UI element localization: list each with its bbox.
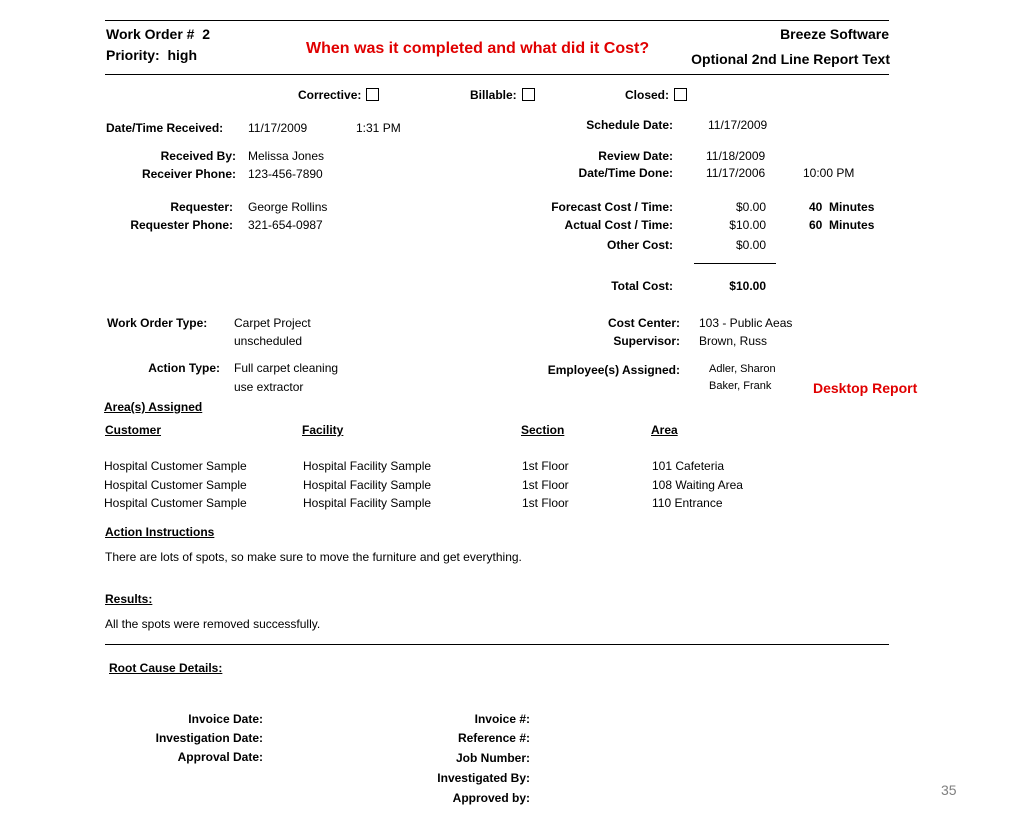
total-rule: [694, 263, 776, 264]
cell-section: 1st Floor: [522, 459, 569, 473]
col-header-section: Section: [521, 423, 565, 437]
work-order-number: Work Order # 2: [106, 26, 211, 42]
job-number-label: Job Number:: [455, 751, 530, 765]
action-type-value-1: Full carpet cleaning: [234, 361, 339, 375]
company-name: Breeze Software: [780, 26, 889, 42]
cost-center-value: 103 - Public Aeas: [699, 316, 793, 330]
cell-section: 1st Floor: [522, 496, 569, 510]
requester-value: George Rollins: [248, 200, 328, 214]
date-done-value: 11/17/2006: [706, 166, 766, 180]
requester-label: Requester:: [170, 200, 233, 214]
schedule-date-label: Schedule Date:: [586, 118, 673, 132]
employee-2: Baker, Frank: [709, 380, 772, 392]
invoice-date-label: Invoice Date:: [188, 712, 263, 726]
question-annotation: When was it completed and what did it Cost?: [306, 40, 650, 57]
other-cost-label: Other Cost:: [607, 238, 673, 252]
cell-facility: Hospital Facility Sample: [303, 496, 432, 510]
action-type-value-2: use extractor: [234, 380, 304, 394]
other-cost-value: $0.00: [735, 238, 766, 252]
cell-area: 110 Entrance: [652, 496, 723, 510]
time-done-value: 10:00 PM: [803, 166, 855, 180]
cost-center-label: Cost Center:: [607, 316, 680, 330]
areas-title: Area(s) Assigned: [104, 400, 203, 414]
priority: Priority: high: [106, 47, 198, 63]
table-row: [104, 478, 804, 494]
col-header-customer: Customer: [105, 423, 162, 437]
instructions-title: Action Instructions: [105, 525, 215, 539]
corrective-checkbox[interactable]: Corrective:: [298, 88, 379, 102]
requester-phone-label: Requester Phone:: [130, 218, 233, 232]
employees-label: Employee(s) Assigned:: [547, 363, 680, 377]
approved-by-label: Approved by:: [452, 791, 530, 805]
results-rule: [105, 644, 889, 645]
received-by-label: Received By:: [160, 149, 236, 163]
cell-customer: Hospital Customer Sample: [104, 459, 247, 473]
received-by-value: Melissa Jones: [248, 149, 325, 163]
root-cause-title: Root Cause Details:: [109, 661, 223, 675]
checkbox-box[interactable]: [366, 88, 379, 101]
review-date-label: Review Date:: [598, 149, 673, 163]
desktop-report-annotation: Desktop Report: [813, 380, 918, 396]
checkbox-box[interactable]: [522, 88, 535, 101]
wo-type-value-1: Carpet Project: [234, 316, 311, 330]
action-type-label: Action Type:: [148, 361, 220, 375]
cell-facility: Hospital Facility Sample: [303, 459, 432, 473]
checkbox-box[interactable]: [674, 88, 687, 101]
date-received-value: 11/17/2009: [248, 121, 308, 135]
wo-type-value-2: unscheduled: [234, 334, 303, 348]
approval-date-label: Approval Date:: [177, 750, 263, 764]
cell-facility: Hospital Facility Sample: [303, 478, 432, 492]
actual-cost-value: $10.00: [729, 218, 766, 232]
cell-area: 108 Waiting Area: [652, 478, 743, 492]
requester-phone-value: 321-654-0987: [248, 218, 323, 232]
cell-customer: Hospital Customer Sample: [104, 478, 247, 492]
supervisor-label: Supervisor:: [613, 334, 680, 348]
results-text: All the spots were removed successfully.: [105, 617, 321, 631]
employee-1: Adler, Sharon: [709, 363, 776, 375]
cell-area: 101 Cafeteria: [652, 459, 725, 473]
review-date-value: 11/18/2009: [706, 149, 766, 163]
supervisor-value: Brown, Russ: [699, 334, 768, 348]
receiver-phone-label: Receiver Phone:: [141, 167, 236, 181]
cell-customer: Hospital Customer Sample: [104, 496, 247, 510]
invoice-number-label: Invoice #:: [474, 712, 530, 726]
forecast-time-value: 40 Minutes: [809, 200, 875, 214]
forecast-label: Forecast Cost / Time:: [551, 200, 673, 214]
total-cost-label: Total Cost:: [611, 279, 673, 293]
actual-label: Actual Cost / Time:: [564, 218, 673, 232]
investigation-date-label: Investigation Date:: [155, 731, 263, 745]
table-row: [104, 459, 804, 475]
total-cost-value: $10.00: [729, 279, 766, 293]
table-row: [104, 496, 804, 512]
cell-section: 1st Floor: [522, 478, 569, 492]
report-line-2: Optional 2nd Line Report Text: [691, 51, 890, 67]
date-done-label: Date/Time Done:: [578, 166, 673, 180]
date-received-label: Date/Time Received:: [106, 121, 224, 135]
results-title: Results:: [105, 592, 153, 606]
billable-checkbox[interactable]: Billable:: [470, 88, 535, 102]
forecast-cost-value: $0.00: [735, 200, 766, 214]
reference-number-label: Reference #:: [457, 731, 530, 745]
receiver-phone-value: 123-456-7890: [248, 167, 323, 181]
col-header-area: Area: [651, 423, 678, 437]
top-rule: [105, 20, 889, 21]
instructions-text: There are lots of spots, so make sure to move the furniture and get everything.: [105, 550, 522, 564]
actual-time-value: 60 Minutes: [809, 218, 875, 232]
col-header-facility: Facility: [302, 423, 344, 437]
page-number: 35: [941, 782, 957, 798]
schedule-date-value: 11/17/2009: [708, 118, 768, 132]
investigated-by-label: Investigated By:: [437, 771, 530, 785]
header-rule: [105, 74, 889, 75]
closed-checkbox[interactable]: Closed:: [625, 88, 687, 102]
time-received-value: 1:31 PM: [356, 121, 401, 135]
wo-type-label: Work Order Type:: [107, 316, 208, 330]
